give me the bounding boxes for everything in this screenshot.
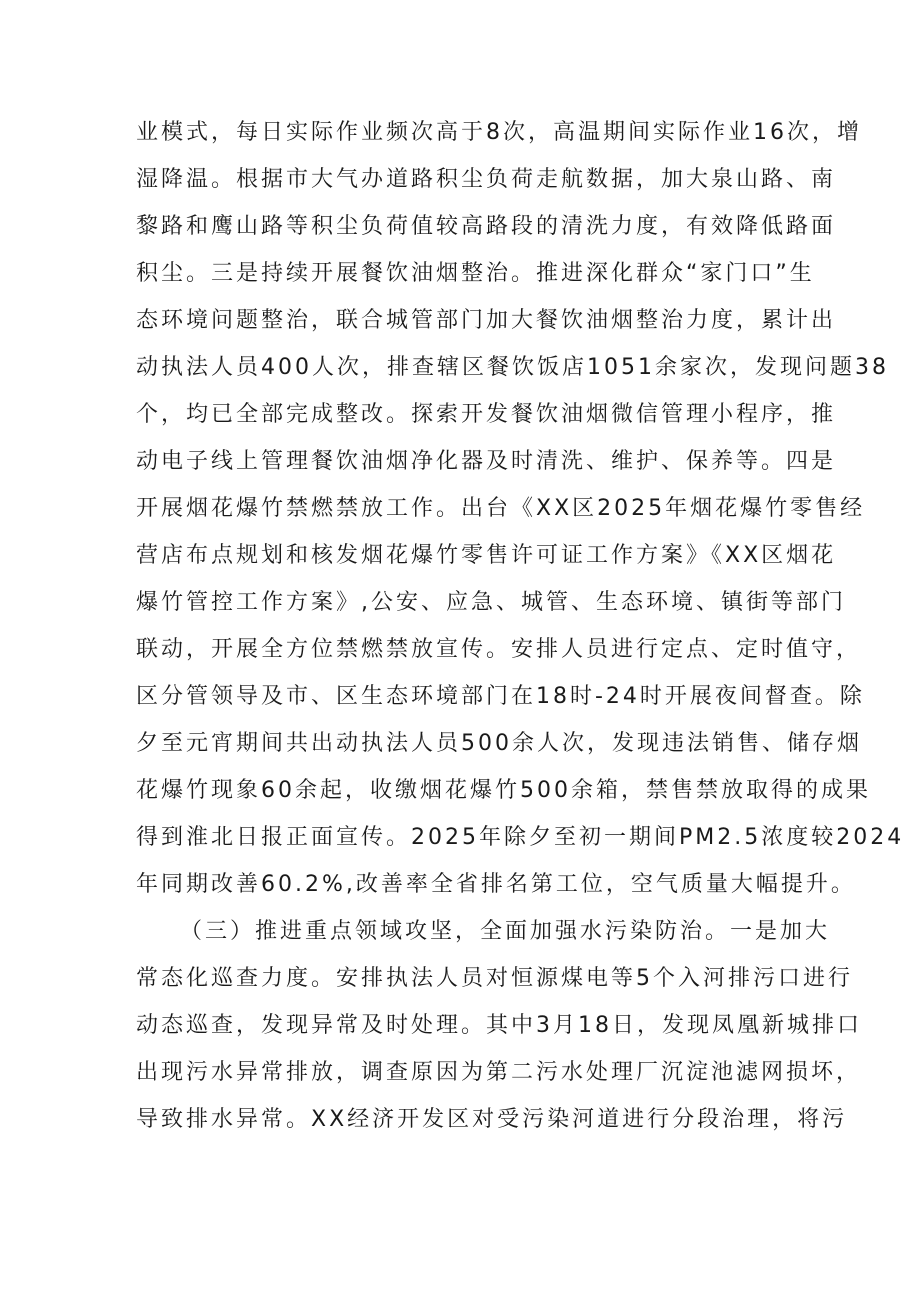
paragraph-line: 黎路和鹰山路等积尘负荷值较高路段的清洗力度，有效降低路面 <box>136 214 837 239</box>
paragraph-line: 业模式，每日实际作业频次高于8次，高温期间实际作业16次，增 <box>136 120 862 145</box>
paragraph-line: 开展烟花爆竹禁燃禁放工作。出台《XX区2025年烟花爆竹零售经 <box>136 496 866 521</box>
paragraph-line: 花爆竹现象60余起，收缴烟花爆竹500余箱，禁售禁放取得的成果 <box>136 778 871 803</box>
paragraph-line: 积尘。三是持续开展餐饮油烟整治。推进深化群众“家门口”生 <box>136 261 815 286</box>
paragraph-line: 湿降温。根据市大气办道路积尘负荷走航数据，加大泉山路、南 <box>136 167 837 192</box>
paragraph-line: 动执法人员400人次，排查辖区餐饮饭店1051余家次，发现问题38 <box>136 355 889 380</box>
paragraph-line: 得到淮北日报正面宣传。2025年除夕至初一期间PM2.5浓度较2024 <box>136 825 905 850</box>
paragraph-line: 区分管领导及市、区生态环境部门在18时-24时开展夜间督查。除 <box>136 684 865 709</box>
paragraph-line: 夕至元宵期间共出动执法人员500余人次，发现违法销售、储存烟 <box>136 731 862 756</box>
section-heading-line: （三）推进重点领域攻坚，全面加强水污染防治。一是加大 <box>180 919 831 944</box>
paragraph-line: 常态化巡查力度。安排执法人员对恒源煤电等5个入河排污口进行 <box>136 966 853 991</box>
paragraph-line: 出现污水异常排放，调查原因为第二污水处理厂沉淀池滤网损坏， <box>136 1060 862 1085</box>
paragraph-line: 爆竹管控工作方案》,公安、应急、城管、生态环境、镇街等部门 <box>136 590 846 615</box>
paragraph-line: 动电子线上管理餐饮油烟净化器及时清洗、维护、保养等。四是 <box>136 449 837 474</box>
paragraph-line: 个，均已全部完成整改。探索开发餐饮油烟微信管理小程序，推 <box>136 402 837 427</box>
paragraph-line: 导致排水异常。XX经济开发区对受污染河道进行分段治理，将污 <box>136 1107 848 1132</box>
paragraph-line: 年同期改善60.2%,改善率全省排名第工位，空气质量大幅提升。 <box>136 872 856 897</box>
paragraph-line: 营店布点规划和核发烟花爆竹零售许可证工作方案》《XX区烟花 <box>136 543 837 568</box>
paragraph-line: 联动，开展全方位禁燃禁放宣传。安排人员进行定点、定时值守， <box>136 637 862 662</box>
paragraph-line: 动态巡查，发现异常及时处理。其中3月18日，发现凤凰新城排口 <box>136 1013 862 1038</box>
paragraph-line: 态环境问题整治，联合城管部门加大餐饮油烟整治力度，累计出 <box>136 308 837 333</box>
